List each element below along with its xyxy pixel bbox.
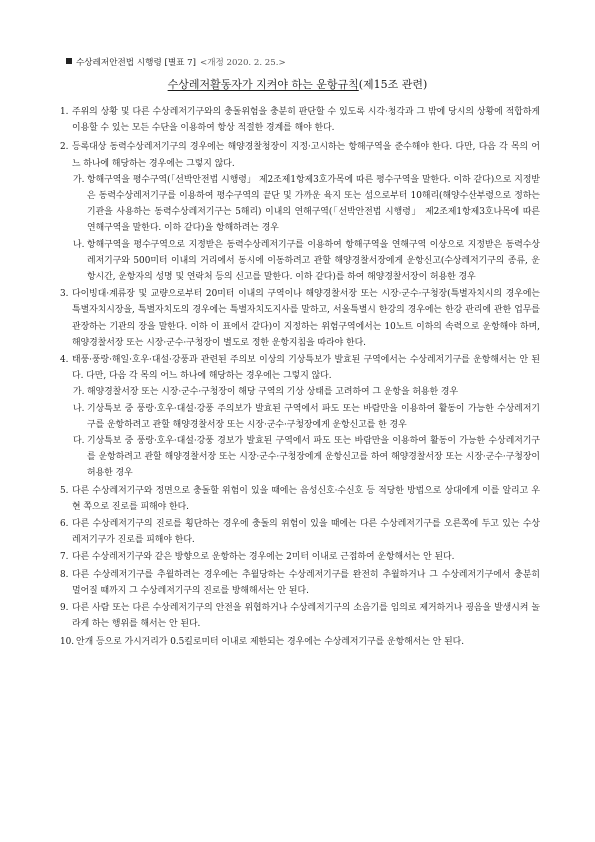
sub-item-text: 해양경찰서장 또는 시장·군수·구청장이 해당 구역의 기상 상태를 고려하여 그 운항을 허용한 경우 [87, 387, 459, 398]
sub-item-text: 기상특보 중 풍랑·호우·대설·강풍 주의보가 발효된 구역에서 파도 또는 바람만을 이용하여 활동이 가능한 수상레저기구를 운항하려고 관할 해양경찰서장 또는 시장·군수·구청장에게 운항신고를 한 경우 [87, 403, 540, 430]
rule-item-9 [60, 600, 540, 632]
rule-item-4 [60, 352, 540, 482]
sub-item-marker: 다. [73, 436, 85, 447]
title-suffix: (제15조 관련) [358, 78, 428, 91]
sub-item-text: 항해구역을 평수구역(「선박안전법 시행령」 제2조제1항제3호가목에 따른 평수구역을 말한다. 이하 같다)으로 지정받은 동력수상레저기구를 이용하여 평수구역의 끝단 및 가까운 육지 또는 섬으로부터 10해리(해양수산부령으로 정하는 기관을 사용하는 동력수상레저기구는 5해리) 이내의 연해구역(「선박안전법 시행령」 제2조제1항제3호나목에 따른 연해구역을 말한다. 이하 같다)을 항해하려는 경우 [87, 174, 540, 234]
rule-item-1 [60, 104, 540, 136]
rule-item-7 [60, 549, 540, 565]
item-number: 9. [60, 603, 69, 614]
header-text: 수상레저안전법 시행령 [별표 7] [76, 58, 196, 68]
item-text: 등록대상 동력수상레저기구의 경우에는 해양경찰청장이 지정·고시하는 항해구역을 준수해야 한다. 다만, 다음 각 목의 어느 하나에 해당하는 경우에는 그렇지 않다. [72, 142, 540, 169]
sub-item-text: 항해구역을 평수구역으로 지정받은 동력수상레저기구를 이용하여 항해구역을 연해구역 이상으로 지정받은 동력수상레저기구와 500미터 이내의 거리에서 동시에 이동하려고 관할 해양경찰서장에게 운항신고(수상레저기구의 종류, 운항시간, 운항자의 성명 및 연락처 등의 신고를 말한다. 이하 같다)를 하여 해양경찰서장이 허용한 경우 [87, 239, 540, 283]
item-number: 4. [60, 355, 69, 366]
item-text: 다른 수상레저기구와 같은 방향으로 운항하는 경우에는 2미터 이내로 근접하여 운항해서는 안 된다. [72, 552, 455, 563]
sub-item-marker: 나. [73, 403, 85, 414]
item-text: 다른 수상레저기구와 정면으로 충돌할 위험이 있을 때에는 음성신호·수신호 등 적당한 방법으로 상대에게 이를 알리고 우현 쪽으로 진로를 피해야 한다. [72, 485, 540, 512]
item-number: 2. [60, 142, 69, 153]
rule-item-5 [60, 483, 540, 515]
item-text: 다른 수상레저기구를 추월하려는 경우에는 추월당하는 수상레저기구를 완전히 추월하거나 그 수상레저기구에서 충분히 멀어질 때까지 그 수상레저기구의 진로를 방해해서는 안 된다. [72, 569, 540, 596]
rule-item-10 [60, 634, 540, 650]
item-number: 6. [60, 519, 69, 530]
page-title [0, 76, 595, 92]
sub-item-marker: 가. [73, 174, 85, 185]
sub-item-ga [73, 172, 540, 237]
sub-item-na [73, 401, 540, 433]
item-number: 3. [60, 289, 69, 300]
sub-item-marker: 가. [73, 387, 85, 398]
rules-list [60, 104, 540, 650]
item-text: 다른 사람 또는 다른 수상레저기구의 안전을 위협하거나 수상레저기구의 소음기를 임의로 제거하거나 굉음을 발생시켜 놀라게 하는 행위를 해서는 안 된다. [72, 603, 540, 630]
revision-note: <개정 2020. 2. 25.> [200, 58, 286, 68]
sub-item-na [73, 237, 540, 286]
item-text: 다이빙대·계류장 및 교량으로부터 20미터 이내의 구역이나 해양경찰서장 또는 시장·군수·구청장(특별자치시의 경우에는 특별자치시장을, 특별자치도의 경우에는 특별자치도지사를 말하고, 서울특별시 한강의 경우에는 한강 관리에 관한 업무를 관장하는 기관의 장을 말한다. 이하 이 표에서 같다)이 지정하는 위험구역에서는 10노트 이하의 속력으로 운항해야 하며, 해양경찰서장 또는 시장·군수·구청장이 별도로 정한 운항지침을 따라야 한다. [72, 289, 540, 348]
sub-item-text: 기상특보 중 풍랑·호우·대설·강풍 경보가 발효된 구역에서 파도 또는 바람만을 이용하여 활동이 가능한 수상레저기구를 운항하려고 관할 해양경찰서장 또는 시장·군수·구청장에게 운항신고를 하여 해양경찰서장 또는 시장·군수·구청장이 허용한 경우 [87, 436, 540, 479]
sub-item-da [73, 433, 540, 482]
rule-item-2 [60, 139, 540, 285]
sub-item-marker: 나. [73, 239, 85, 250]
sub-item-ga [73, 384, 540, 400]
item-number: 5. [60, 485, 69, 496]
item-text: 주위의 상황 및 다른 수상레저기구와의 충돌위험을 충분히 판단할 수 있도록 시각·청각과 그 밖에 당시의 상황에 적합하게 이용할 수 있는 모든 수단을 이용하여 항상 적절한 경계를 해야 한다. [72, 107, 540, 134]
item-number: 1. [60, 107, 69, 117]
document-header [66, 56, 286, 68]
item-number: 10. [60, 636, 75, 647]
item-text: 안개 등으로 가시거리가 0.5킬로미터 이내로 제한되는 경우에는 수상레저기구를 운항해서는 안 된다. [76, 636, 465, 647]
square-bullet-icon [66, 58, 72, 64]
item-number: 7. [60, 552, 69, 563]
rule-item-8 [60, 567, 540, 599]
item-number: 8. [60, 569, 69, 580]
item-text: 태풍·풍랑·해일·호우·대설·강풍과 관련된 주의보 이상의 기상특보가 발효된 구역에서는 수상레저기구를 운항해서는 안 된다. 다만, 다음 각 목의 어느 하나에 해당하는 경우에는 그렇지 않다. [72, 355, 540, 382]
item-text: 다른 수상레저기구의 진로를 횡단하는 경우에 충돌의 위험이 있을 때에는 다른 수상레저기구를 오른쪽에 두고 있는 수상레저기구가 진로를 피해야 한다. [72, 519, 540, 546]
rule-item-3 [60, 286, 540, 351]
rule-item-6 [60, 516, 540, 548]
title-main: 수상레저활동자가 지켜야 하는 운항규칙 [167, 78, 359, 91]
